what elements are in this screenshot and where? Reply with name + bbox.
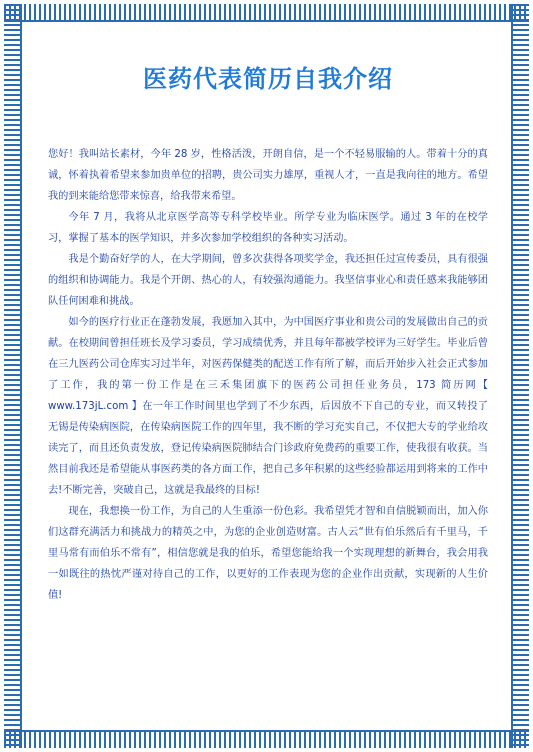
paragraph-5: 现在，我想换一份工作，为自己的人生重添一份色彩。我希望凭才智和自信脱颖而出，加入你们这群充满活力和挑战力的精英之中，为您的企业创造财富。古人云“世有伯乐然后有千里马，千里马常有而伯乐不常有”，相信您就是我的伯乐，希望您能给我一个实现理想的新舞台，我会用我一如既往的热忱严谨对待自己的工作，以更好的工作表现为您的企业作出贡献，实现新的人生价值! [48, 506, 488, 601]
document-body [48, 144, 488, 606]
document-title: 医药代表简历自我介绍 [143, 65, 393, 93]
border-bottom [4, 732, 529, 748]
border-top [4, 4, 529, 20]
document-content [48, 60, 488, 606]
paragraph-3: 我是个勤奋好学的人，在大学期间，曾多次获得各项奖学金，我还担任过宣传委员，具有很强的组织和协调能力。我是个开朗、热心的人，有较强沟通能力。我坚信事业心和责任感来我能够团队任何困难和挑战。 [48, 254, 488, 307]
paragraph-1: 您好！我叫站长素材，今年 28 岁，性格活泼，开朗自信，是一个不轻易服输的人。带着十分的真诚，怀着执着希望来参加贵单位的招聘，贵公司实力雄厚，重视人才，一直是我向往的地方。希望我的到来能给您带来惊喜，给我带来希望。 [48, 149, 488, 202]
border-left [4, 4, 20, 748]
paragraph-4: 如今的医疗行业正在蓬勃发展，我愿加入其中，为中国医疗事业和贵公司的发展做出自己的贡献。在校期间曾担任班长及学习委员，学习成绩优秀，并且每年都被学校评为三好学生。毕业后曾在三九医药公司仓库实习过半年，对医药保健类的配送工作有所了解，而后开始步入社会正式参加了工作，我的第一份工作是在三禾集团旗下的医药公司担任业务员，173 简历网【 www.173jL.com 】在一年工作时间里也学到了不少东西，后因放不下自己的专业，而又转投了无锡是传染病医院，在传染病医院工作的四年里，我不断的学习充实自己，不仅把大专的学业给攻读完了，而且还负责发放，登记传染病医院肺结合门诊政府免费药的重要工作，使我很有收获。当然目前我还是希望能从事医药类的各方面工作，把自己多年积累的这些经验都运用到将来的工作中去!不断完善，突破自己，这就是我最终的目标! [48, 317, 488, 496]
border-right [513, 4, 529, 748]
paragraph-2: 今年 7 月，我将从北京医学高等专科学校毕业。所学专业为临床医学。通过 3 年的在校学习，掌握了基本的医学知识，并多次参加学校组织的各种实习活动。 [48, 212, 488, 244]
